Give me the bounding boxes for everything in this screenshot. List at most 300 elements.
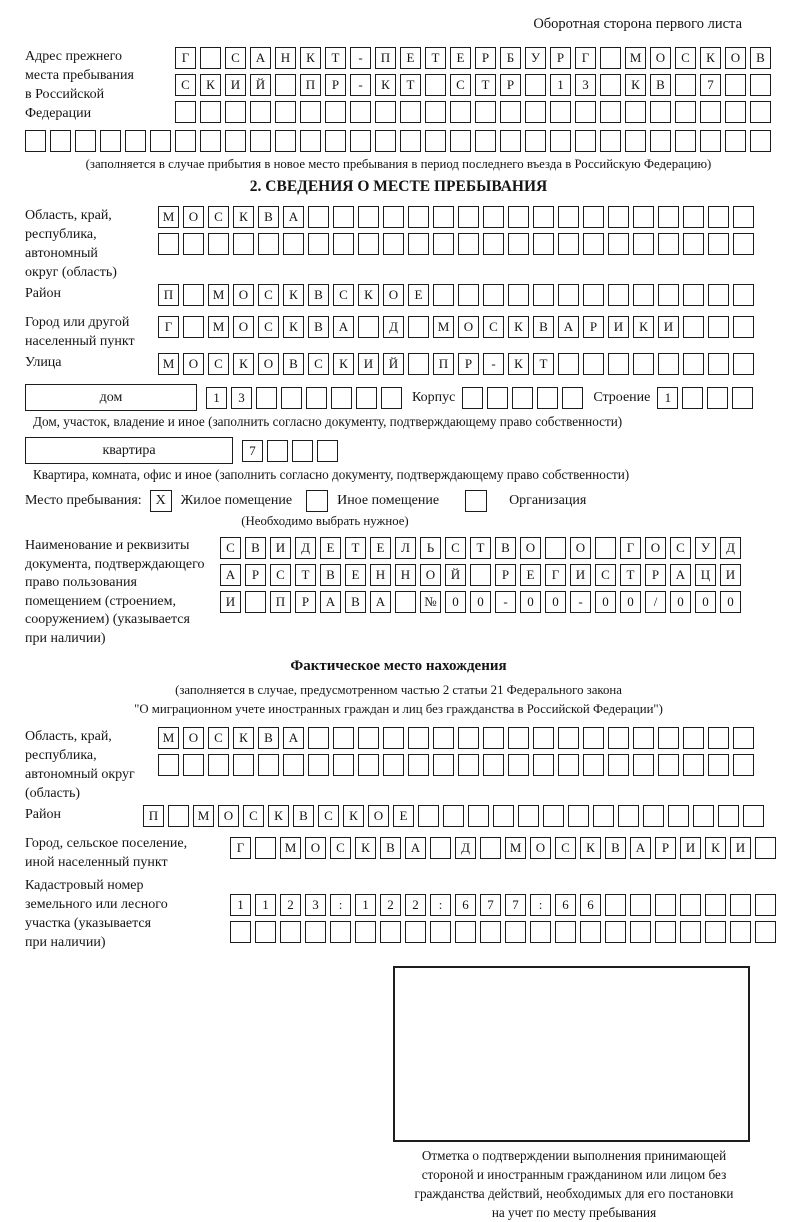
char-box[interactable] <box>75 130 96 152</box>
char-box[interactable]: 3 <box>231 387 252 409</box>
char-box[interactable] <box>283 754 304 776</box>
char-box[interactable]: Г <box>230 837 251 859</box>
char-box[interactable]: 0 <box>695 591 716 613</box>
char-box[interactable]: П <box>143 805 164 827</box>
char-box[interactable]: А <box>670 564 691 586</box>
char-box[interactable] <box>358 206 379 228</box>
char-box[interactable]: Т <box>425 47 446 69</box>
char-box[interactable] <box>350 130 371 152</box>
char-box[interactable] <box>733 353 754 375</box>
char-box[interactable] <box>458 727 479 749</box>
char-box[interactable] <box>608 284 629 306</box>
char-box[interactable] <box>558 233 579 255</box>
char-box[interactable] <box>425 74 446 96</box>
char-box[interactable] <box>583 206 604 228</box>
char-box[interactable] <box>283 233 304 255</box>
char-box[interactable] <box>683 353 704 375</box>
char-box[interactable] <box>292 440 313 462</box>
char-box[interactable] <box>533 284 554 306</box>
char-box[interactable] <box>545 537 566 559</box>
char-box[interactable]: Д <box>455 837 476 859</box>
char-box[interactable]: О <box>530 837 551 859</box>
char-box[interactable] <box>333 754 354 776</box>
char-box[interactable] <box>418 805 439 827</box>
char-box[interactable] <box>358 233 379 255</box>
char-box[interactable] <box>708 206 729 228</box>
char-box[interactable]: И <box>680 837 701 859</box>
char-box[interactable] <box>275 74 296 96</box>
char-box[interactable] <box>381 387 402 409</box>
char-box[interactable]: М <box>158 206 179 228</box>
char-box[interactable] <box>408 754 429 776</box>
char-box[interactable] <box>730 894 751 916</box>
char-box[interactable] <box>605 921 626 943</box>
char-box[interactable] <box>650 130 671 152</box>
char-box[interactable]: М <box>280 837 301 859</box>
char-box[interactable] <box>558 206 579 228</box>
char-box[interactable]: 1 <box>230 894 251 916</box>
char-box[interactable]: И <box>220 591 241 613</box>
char-box[interactable] <box>430 921 451 943</box>
char-box[interactable] <box>380 921 401 943</box>
char-box[interactable]: А <box>220 564 241 586</box>
char-box[interactable]: Р <box>325 74 346 96</box>
char-box[interactable] <box>256 387 277 409</box>
char-box[interactable]: Г <box>575 47 596 69</box>
char-box[interactable] <box>608 233 629 255</box>
char-box[interactable]: К <box>268 805 289 827</box>
char-box[interactable]: 1 <box>206 387 227 409</box>
char-box[interactable]: - <box>350 47 371 69</box>
char-box[interactable] <box>533 206 554 228</box>
char-box[interactable] <box>425 101 446 123</box>
char-box[interactable]: А <box>370 591 391 613</box>
char-box[interactable] <box>732 387 753 409</box>
char-box[interactable] <box>533 754 554 776</box>
char-box[interactable] <box>487 387 508 409</box>
char-box[interactable] <box>562 387 583 409</box>
char-box[interactable] <box>558 353 579 375</box>
char-box[interactable]: О <box>650 47 671 69</box>
char-box[interactable] <box>708 353 729 375</box>
char-box[interactable] <box>680 894 701 916</box>
char-box[interactable] <box>500 101 521 123</box>
char-box[interactable] <box>675 101 696 123</box>
char-box[interactable]: К <box>333 353 354 375</box>
char-box[interactable] <box>683 233 704 255</box>
char-box[interactable] <box>480 921 501 943</box>
char-box[interactable]: С <box>308 353 329 375</box>
char-box[interactable] <box>258 754 279 776</box>
char-box[interactable] <box>455 921 476 943</box>
char-box[interactable] <box>480 837 501 859</box>
char-box[interactable]: С <box>330 837 351 859</box>
char-box[interactable]: Е <box>520 564 541 586</box>
char-box[interactable]: А <box>630 837 651 859</box>
char-box[interactable] <box>150 130 171 152</box>
char-box[interactable]: П <box>300 74 321 96</box>
char-box[interactable]: Г <box>175 47 196 69</box>
char-box[interactable]: К <box>343 805 364 827</box>
char-box[interactable]: - <box>483 353 504 375</box>
char-box[interactable]: В <box>258 727 279 749</box>
char-box[interactable]: А <box>405 837 426 859</box>
char-box[interactable]: Е <box>450 47 471 69</box>
char-box[interactable]: Й <box>250 74 271 96</box>
char-box[interactable] <box>317 440 338 462</box>
char-box[interactable] <box>633 353 654 375</box>
char-box[interactable] <box>583 754 604 776</box>
char-box[interactable]: С <box>225 47 246 69</box>
char-box[interactable]: И <box>720 564 741 586</box>
char-box[interactable] <box>633 233 654 255</box>
char-box[interactable] <box>583 233 604 255</box>
char-box[interactable]: С <box>670 537 691 559</box>
char-box[interactable] <box>233 754 254 776</box>
char-box[interactable] <box>331 387 352 409</box>
char-box[interactable]: Р <box>583 316 604 338</box>
char-box[interactable] <box>625 101 646 123</box>
char-box[interactable] <box>250 101 271 123</box>
char-box[interactable]: О <box>725 47 746 69</box>
char-box[interactable] <box>743 805 764 827</box>
char-box[interactable] <box>593 805 614 827</box>
char-box[interactable] <box>675 130 696 152</box>
char-box[interactable]: О <box>645 537 666 559</box>
char-box[interactable]: В <box>650 74 671 96</box>
char-box[interactable]: 2 <box>280 894 301 916</box>
char-box[interactable]: В <box>245 537 266 559</box>
char-box[interactable]: И <box>270 537 291 559</box>
char-box[interactable]: Г <box>545 564 566 586</box>
char-box[interactable] <box>458 233 479 255</box>
char-box[interactable] <box>708 754 729 776</box>
char-box[interactable]: К <box>705 837 726 859</box>
char-box[interactable]: О <box>368 805 389 827</box>
char-box[interactable] <box>50 130 71 152</box>
char-box[interactable]: : <box>330 894 351 916</box>
char-box[interactable] <box>493 805 514 827</box>
char-box[interactable]: 1 <box>657 387 678 409</box>
char-box[interactable]: Т <box>533 353 554 375</box>
char-box[interactable]: 7 <box>700 74 721 96</box>
char-box[interactable]: О <box>383 284 404 306</box>
char-box[interactable] <box>200 47 221 69</box>
char-box[interactable] <box>568 805 589 827</box>
char-box[interactable] <box>608 353 629 375</box>
char-box[interactable]: Г <box>620 537 641 559</box>
char-box[interactable] <box>508 206 529 228</box>
char-box[interactable] <box>655 894 676 916</box>
char-box[interactable] <box>543 805 564 827</box>
char-box[interactable] <box>708 233 729 255</box>
char-box[interactable] <box>308 233 329 255</box>
char-box[interactable]: А <box>283 206 304 228</box>
char-box[interactable]: П <box>433 353 454 375</box>
checkbox-other-premises[interactable] <box>306 490 328 512</box>
char-box[interactable]: В <box>258 206 279 228</box>
char-box[interactable]: С <box>450 74 471 96</box>
char-box[interactable] <box>356 387 377 409</box>
char-box[interactable]: И <box>225 74 246 96</box>
char-box[interactable] <box>408 353 429 375</box>
char-box[interactable] <box>168 805 189 827</box>
char-box[interactable] <box>400 101 421 123</box>
char-box[interactable] <box>483 727 504 749</box>
char-box[interactable]: К <box>233 727 254 749</box>
char-box[interactable] <box>558 284 579 306</box>
char-box[interactable]: О <box>420 564 441 586</box>
char-box[interactable] <box>200 101 221 123</box>
char-box[interactable]: - <box>350 74 371 96</box>
char-box[interactable]: К <box>233 206 254 228</box>
char-box[interactable] <box>608 727 629 749</box>
char-box[interactable] <box>750 130 771 152</box>
char-box[interactable] <box>458 206 479 228</box>
char-box[interactable] <box>705 894 726 916</box>
char-box[interactable] <box>575 101 596 123</box>
char-box[interactable]: Н <box>395 564 416 586</box>
char-box[interactable]: Е <box>400 47 421 69</box>
char-box[interactable] <box>408 316 429 338</box>
char-box[interactable] <box>233 233 254 255</box>
char-box[interactable]: К <box>700 47 721 69</box>
char-box[interactable] <box>200 130 221 152</box>
char-box[interactable]: В <box>283 353 304 375</box>
char-box[interactable] <box>408 233 429 255</box>
char-box[interactable]: М <box>208 284 229 306</box>
char-box[interactable] <box>305 921 326 943</box>
char-box[interactable] <box>183 316 204 338</box>
char-box[interactable]: Л <box>395 537 416 559</box>
char-box[interactable]: П <box>158 284 179 306</box>
char-box[interactable] <box>658 284 679 306</box>
char-box[interactable]: А <box>333 316 354 338</box>
char-box[interactable] <box>443 805 464 827</box>
char-box[interactable] <box>25 130 46 152</box>
char-box[interactable] <box>600 130 621 152</box>
char-box[interactable]: 3 <box>305 894 326 916</box>
char-box[interactable] <box>633 206 654 228</box>
char-box[interactable] <box>700 101 721 123</box>
char-box[interactable]: И <box>658 316 679 338</box>
char-box[interactable] <box>183 284 204 306</box>
char-box[interactable]: 0 <box>545 591 566 613</box>
char-box[interactable] <box>483 233 504 255</box>
char-box[interactable]: О <box>305 837 326 859</box>
char-box[interactable]: А <box>283 727 304 749</box>
char-box[interactable] <box>483 754 504 776</box>
char-box[interactable] <box>733 206 754 228</box>
char-box[interactable]: 0 <box>470 591 491 613</box>
char-box[interactable]: Т <box>400 74 421 96</box>
char-box[interactable]: М <box>158 353 179 375</box>
char-box[interactable] <box>583 727 604 749</box>
char-box[interactable]: С <box>675 47 696 69</box>
char-box[interactable] <box>333 233 354 255</box>
char-box[interactable]: С <box>208 353 229 375</box>
char-box[interactable]: В <box>345 591 366 613</box>
char-box[interactable]: В <box>308 316 329 338</box>
char-box[interactable] <box>608 754 629 776</box>
char-box[interactable] <box>158 233 179 255</box>
char-box[interactable] <box>708 284 729 306</box>
char-box[interactable] <box>100 130 121 152</box>
char-box[interactable]: К <box>633 316 654 338</box>
char-box[interactable]: 6 <box>455 894 476 916</box>
char-box[interactable]: О <box>520 537 541 559</box>
char-box[interactable] <box>718 805 739 827</box>
char-box[interactable]: Е <box>345 564 366 586</box>
char-box[interactable] <box>470 564 491 586</box>
char-box[interactable]: Д <box>383 316 404 338</box>
char-box[interactable] <box>125 130 146 152</box>
char-box[interactable] <box>558 727 579 749</box>
char-box[interactable] <box>533 233 554 255</box>
char-box[interactable]: 6 <box>580 894 601 916</box>
char-box[interactable]: Н <box>275 47 296 69</box>
char-box[interactable]: 2 <box>405 894 426 916</box>
char-box[interactable]: Е <box>393 805 414 827</box>
char-box[interactable]: О <box>458 316 479 338</box>
char-box[interactable] <box>300 101 321 123</box>
char-box[interactable] <box>705 921 726 943</box>
char-box[interactable] <box>333 727 354 749</box>
char-box[interactable] <box>250 130 271 152</box>
char-box[interactable] <box>733 284 754 306</box>
char-box[interactable] <box>255 837 276 859</box>
char-box[interactable] <box>500 130 521 152</box>
char-box[interactable]: И <box>608 316 629 338</box>
char-box[interactable]: Д <box>720 537 741 559</box>
char-box[interactable]: С <box>333 284 354 306</box>
char-box[interactable] <box>333 206 354 228</box>
char-box[interactable] <box>700 130 721 152</box>
char-box[interactable]: Т <box>475 74 496 96</box>
checkbox-residential[interactable]: X <box>150 490 172 512</box>
char-box[interactable]: - <box>570 591 591 613</box>
char-box[interactable] <box>633 727 654 749</box>
char-box[interactable]: С <box>243 805 264 827</box>
char-box[interactable]: Т <box>620 564 641 586</box>
char-box[interactable]: К <box>233 353 254 375</box>
char-box[interactable] <box>383 206 404 228</box>
char-box[interactable] <box>733 754 754 776</box>
char-box[interactable] <box>658 353 679 375</box>
char-box[interactable] <box>733 316 754 338</box>
char-box[interactable]: 3 <box>575 74 596 96</box>
char-box[interactable]: С <box>270 564 291 586</box>
char-box[interactable]: И <box>570 564 591 586</box>
char-box[interactable] <box>605 894 626 916</box>
char-box[interactable] <box>750 74 771 96</box>
char-box[interactable] <box>725 101 746 123</box>
char-box[interactable] <box>583 284 604 306</box>
char-box[interactable] <box>433 727 454 749</box>
char-box[interactable] <box>583 353 604 375</box>
char-box[interactable] <box>375 130 396 152</box>
char-box[interactable] <box>630 921 651 943</box>
char-box[interactable]: В <box>533 316 554 338</box>
char-box[interactable] <box>375 101 396 123</box>
char-box[interactable]: В <box>495 537 516 559</box>
char-box[interactable] <box>208 233 229 255</box>
char-box[interactable] <box>225 101 246 123</box>
char-box[interactable] <box>683 754 704 776</box>
char-box[interactable] <box>508 754 529 776</box>
char-box[interactable] <box>433 233 454 255</box>
char-box[interactable]: Т <box>345 537 366 559</box>
char-box[interactable] <box>658 206 679 228</box>
char-box[interactable] <box>383 233 404 255</box>
char-box[interactable]: С <box>595 564 616 586</box>
char-box[interactable]: А <box>250 47 271 69</box>
char-box[interactable]: Р <box>475 47 496 69</box>
char-box[interactable]: С <box>208 206 229 228</box>
char-box[interactable] <box>358 754 379 776</box>
char-box[interactable] <box>650 101 671 123</box>
char-box[interactable]: № <box>420 591 441 613</box>
char-box[interactable] <box>633 284 654 306</box>
char-box[interactable] <box>281 387 302 409</box>
char-box[interactable]: 6 <box>555 894 576 916</box>
char-box[interactable]: 1 <box>355 894 376 916</box>
char-box[interactable]: / <box>645 591 666 613</box>
char-box[interactable]: 0 <box>720 591 741 613</box>
char-box[interactable]: В <box>320 564 341 586</box>
char-box[interactable] <box>300 130 321 152</box>
char-box[interactable] <box>537 387 558 409</box>
char-box[interactable] <box>755 837 776 859</box>
char-box[interactable]: Р <box>550 47 571 69</box>
char-box[interactable] <box>183 754 204 776</box>
char-box[interactable]: 0 <box>520 591 541 613</box>
char-box[interactable] <box>355 921 376 943</box>
char-box[interactable] <box>707 387 728 409</box>
char-box[interactable]: М <box>625 47 646 69</box>
char-box[interactable]: К <box>283 284 304 306</box>
char-box[interactable] <box>725 74 746 96</box>
char-box[interactable]: - <box>495 591 516 613</box>
char-box[interactable]: В <box>308 284 329 306</box>
char-box[interactable] <box>425 130 446 152</box>
char-box[interactable] <box>733 727 754 749</box>
char-box[interactable]: Г <box>158 316 179 338</box>
char-box[interactable] <box>600 74 621 96</box>
char-box[interactable]: С <box>175 74 196 96</box>
char-box[interactable] <box>433 284 454 306</box>
char-box[interactable]: К <box>375 74 396 96</box>
char-box[interactable]: П <box>375 47 396 69</box>
char-box[interactable] <box>658 754 679 776</box>
char-box[interactable]: О <box>233 316 254 338</box>
char-box[interactable]: М <box>505 837 526 859</box>
char-box[interactable] <box>733 233 754 255</box>
char-box[interactable] <box>508 284 529 306</box>
char-box[interactable] <box>595 537 616 559</box>
char-box[interactable] <box>408 727 429 749</box>
char-box[interactable] <box>325 101 346 123</box>
char-box[interactable] <box>525 74 546 96</box>
char-box[interactable]: 7 <box>480 894 501 916</box>
char-box[interactable] <box>575 130 596 152</box>
char-box[interactable] <box>280 921 301 943</box>
char-box[interactable] <box>525 101 546 123</box>
char-box[interactable]: Р <box>495 564 516 586</box>
char-box[interactable] <box>158 754 179 776</box>
char-box[interactable]: К <box>200 74 221 96</box>
char-box[interactable] <box>475 130 496 152</box>
